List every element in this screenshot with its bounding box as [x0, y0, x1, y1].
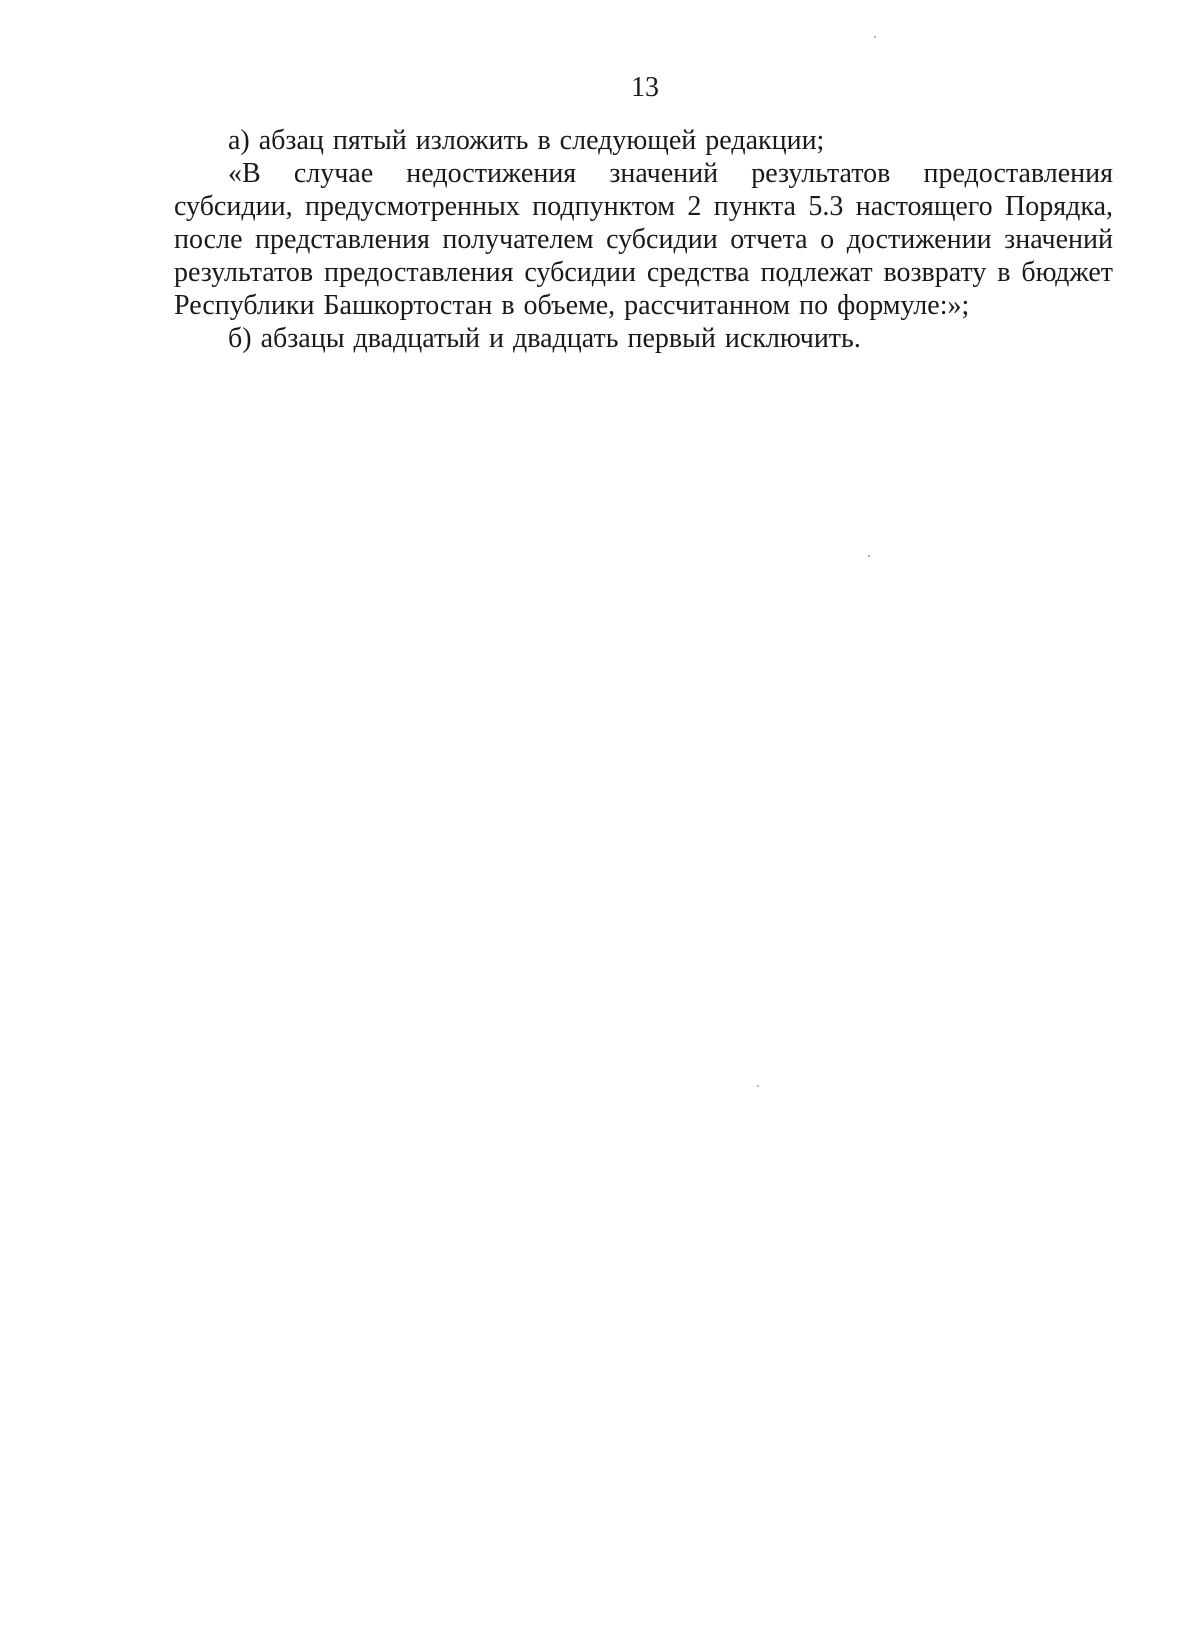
- page-number: 13: [631, 72, 659, 103]
- document-body: [174, 124, 1113, 355]
- paragraph-amendment-a: а) абзац пятый изложить в следующей редакции;: [228, 125, 825, 156]
- scan-speck: [757, 1085, 759, 1087]
- scan-speck: [868, 555, 870, 557]
- scan-speck: [874, 36, 876, 38]
- paragraph-quoted-text: «В случае недостижения значений результатов предоставления субсидии, предусмотренных подпунктом 2 пункта 5.3 настоящего Порядка, после представления получателем субсидии отчета о достижении значений результатов предоставления субсидии средства подлежат возврату в бюджет Республики Башкортостан в объеме, рассчитанном по формуле:»;: [174, 158, 1113, 321]
- paragraph-amendment-b: б) абзацы двадцатый и двадцать первый исключить.: [228, 323, 861, 354]
